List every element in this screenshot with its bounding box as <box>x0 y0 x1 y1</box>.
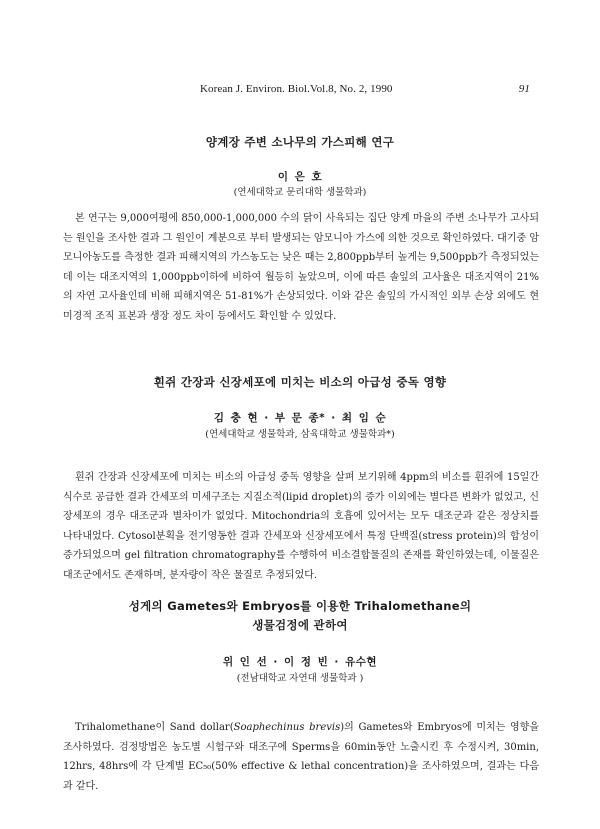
article-2-title: 흰쥐 간장과 신장세포에 미치는 비소의 아급성 중독 영향 <box>153 375 447 389</box>
article-3-abstract <box>63 718 539 796</box>
article-1-affiliation: (연세대학교 문리대학 생물학과) <box>233 187 367 198</box>
running-header <box>60 83 530 99</box>
article-3-affiliation: (전남대학교 자연대 생물학과 ) <box>236 673 364 684</box>
article-1-authors: 이 은 호 <box>277 171 323 183</box>
article-3-title-line-2: 생물검정에 관하여 <box>252 618 348 632</box>
ec-subscript: ₅₀ <box>203 761 212 773</box>
article-1-abstract: 본 연구는 9,000여평에 850,000-1,000,000 수의 닭이 사육되는 집단 양계 마을의 주변 소나무가 고사되는 원인을 조사한 결과 그 원인이 계분으로 부터 발생되는 암모니아 가스에 의한 것으로 확인하였다. 대기중 암모니아농도를 측정한 결과 피해지역의 가스농도는 낮은 때는 2,800ppb부터 높게는 9,500ppb가 측정되었는 데 이는 대조지역의 1,000ppb이하에 비하여 월등히 높았으며, 이에 따른 솔잎의 고사율은 대조지역이 21%의 자연 고사율인데 비해 피해지역은 51-81%가 손상되었다. 이와 같은 솔잎의 가시적인 외부 손상 외에도 현미경적 조직 표본과 생장 정도 차이 등에서도 확인할 수 있었다. <box>63 213 539 322</box>
article-2-abstract: 흰쥐 간장과 신장세포에 미치는 비소의 아급성 중독 영향을 살펴 보기위해 4ppm의 비소를 흰쥐에 15일간 식수로 공급한 결과 간세포의 미세구조는 지질소적(lipid droplet)의 증가 이외에는 별다른 변화가 없었고, 신장세포의 경우 대조군과 별차이가 없었다. Mitochondria의 호흡에 있어서는 모두 대조군과 같은 정상치를 나타내었다. Cytosol분획을 전기영동한 결과 간세포와 신장세포에서 특정 단백질(stress protein)의 합성이 증가되었으며 gel filtration chromatography를 수행하여 비소결합물질의 존재를 확인하였는데, 이물질은 대조군에서도 존재하며, 분자량이 작은 물질로 추정되었다. <box>63 472 539 581</box>
article-3-authors: 위 인 선 · 이 정 빈 · 유수현 <box>222 656 377 668</box>
page-number: 91 <box>518 83 530 95</box>
article-3-title-line-1: 성게의 Gametes와 Embryos를 이용한 Trihalomethane의 <box>128 599 472 613</box>
abstract-text-2: )의 Gametes와 Embryos에 미치는 영향을 조사하였다. 검정방법은 농도별 시험구와 대조구에 Sperms을 60min동안 노출시킨 후 수정시켜, 30min, 12hrs, 48hrs에 각 단계별 EC <box>63 722 539 773</box>
abstract-text-1: Trihalomethane이 Sand dollar( <box>75 722 234 733</box>
article-2-affiliation: (연세대학교 생물학과, 삼육대학교 생물학과*) <box>205 429 395 440</box>
journal-citation: Korean J. Environ. Biol.Vol.8, No. 2, 1990 <box>200 83 393 95</box>
article-2-authors: 김 충 현 · 부 문 종* · 최 임 순 <box>213 412 387 424</box>
species-name: Soaphechinus brevis <box>233 722 341 733</box>
article-1-title: 양계장 주변 소나무의 가스피해 연구 <box>205 135 395 149</box>
abstract-text-3: (50% effective & lethal concentration)을 조사하였으며, 결과는 다음과 같다. <box>63 761 539 792</box>
